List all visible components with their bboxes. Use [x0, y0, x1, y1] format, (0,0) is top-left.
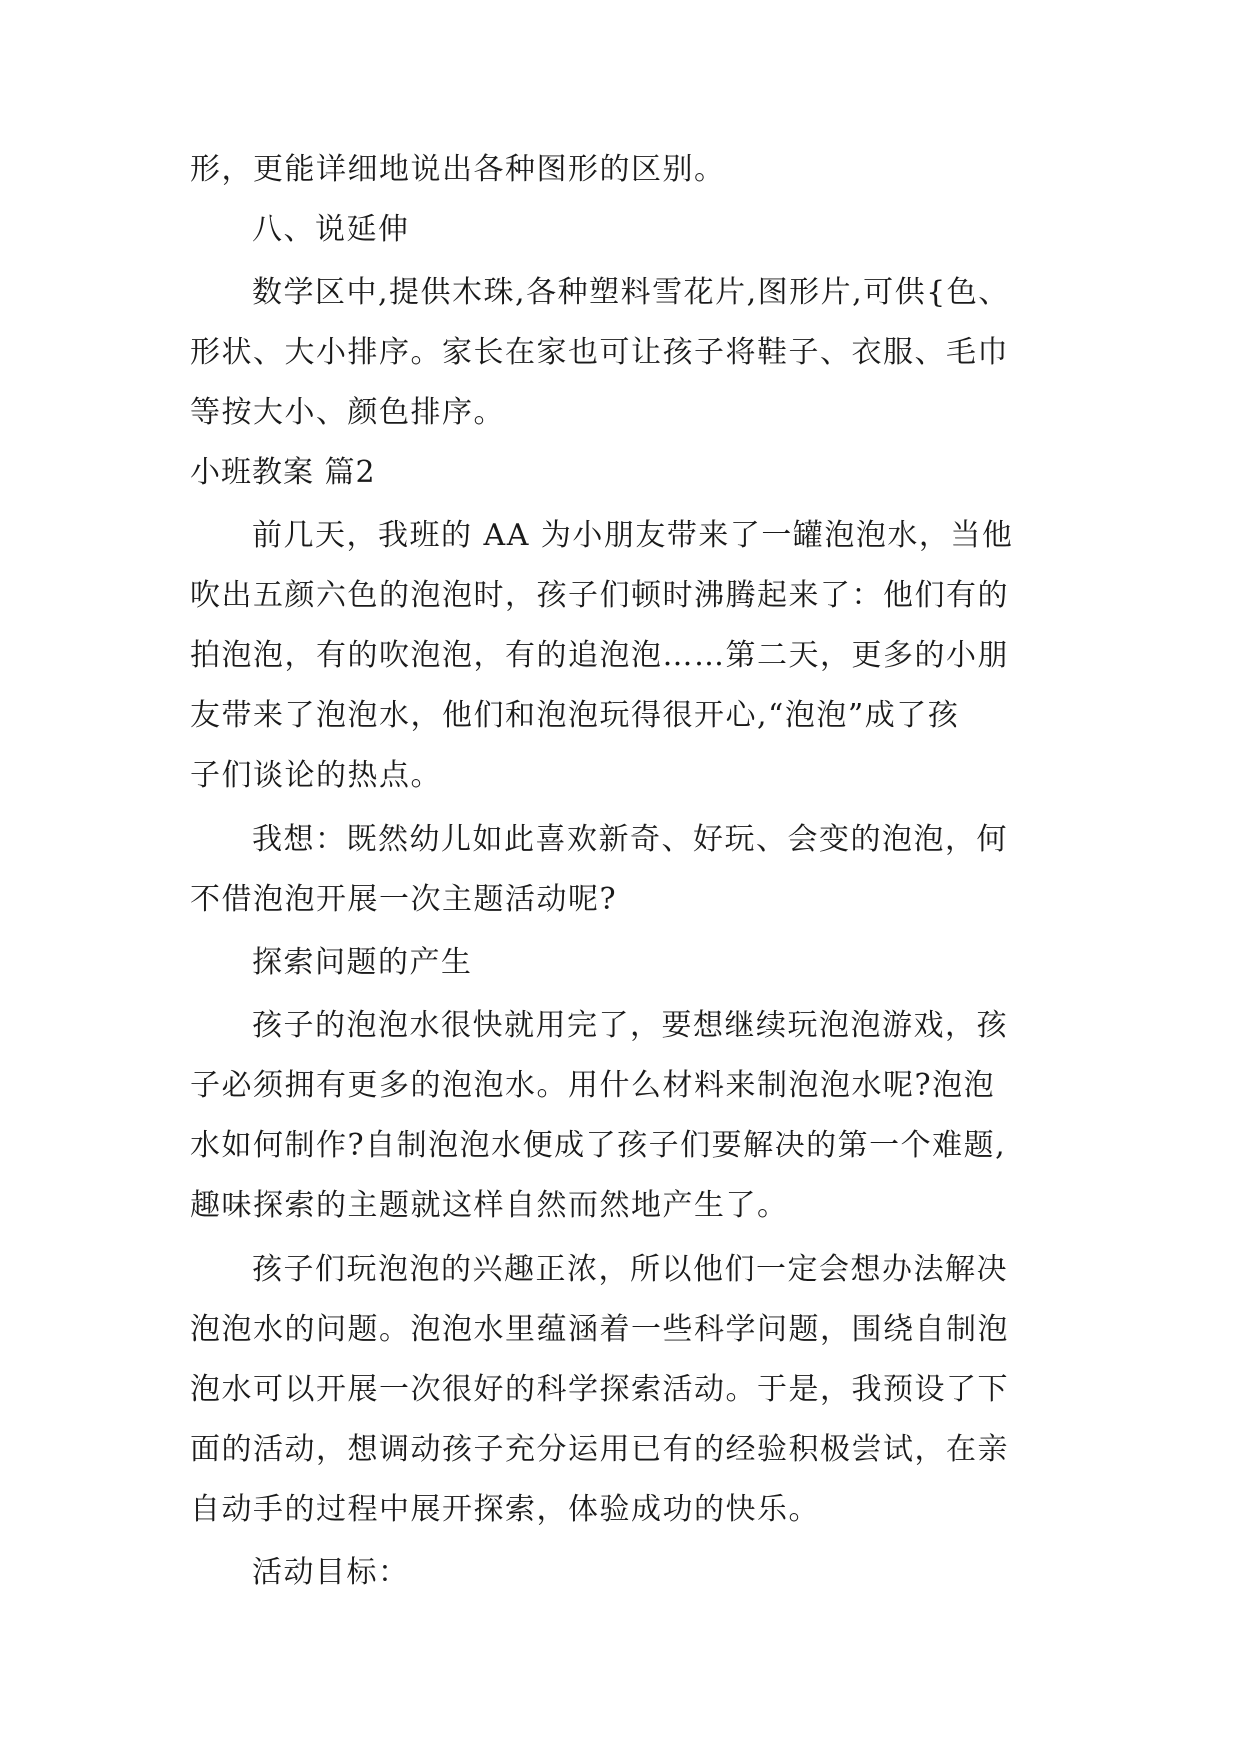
paragraph-line: 子们谈论的热点。 [190, 758, 442, 793]
paragraph-line: 吹出五颜六色的泡泡时，孩子们顿时沸腾起来了：他们有的 [190, 578, 1009, 613]
paragraph-line: 泡泡水的问题。泡泡水里蕴涵着一些科学问题，围绕自制泡 [190, 1312, 1009, 1347]
paragraph-line: 拍泡泡，有的吹泡泡，有的追泡泡……第二天，更多的小朋 [190, 638, 1009, 673]
paragraph-line: 我想：既然幼儿如此喜欢新奇、好玩、会变的泡泡，何 [252, 822, 1008, 857]
section-heading: 八、说延伸 [252, 212, 410, 247]
paragraph-line: 孩子们玩泡泡的兴趣正浓，所以他们一定会想办法解决 [252, 1252, 1008, 1287]
paragraph-line: 泡水可以开展一次很好的科学探索活动。于是，我预设了下 [190, 1372, 1009, 1407]
paragraph-line: 等按大小、颜色排序。 [190, 395, 505, 430]
paragraph-line: 友带来了泡泡水，他们和泡泡玩得很开心,“泡泡”成了孩 [190, 698, 960, 733]
paragraph-line: 趣味探索的主题就这样自然而然地产生了。 [190, 1188, 789, 1223]
paragraph-line: 前几天，我班的 AA 为小朋友带来了一罐泡泡水，当他 [252, 518, 1014, 553]
section-title: 小班教案 篇2 [190, 455, 376, 490]
paragraph-line: 形，更能详细地说出各种图形的区别。 [190, 152, 726, 187]
paragraph-line: 孩子的泡泡水很快就用完了，要想继续玩泡泡游戏，孩 [252, 1008, 1008, 1043]
paragraph-line: 数学区中,提供木珠,各种塑料雪花片,图形片,可供{色、 [252, 275, 1010, 310]
paragraph-line: 面的活动，想调动孩子充分运用已有的经验积极尝试，在亲 [190, 1432, 1009, 1467]
paragraph-line: 不借泡泡开展一次主题活动呢? [190, 882, 618, 917]
paragraph-line: 子必须拥有更多的泡泡水。用什么材料来制泡泡水呢?泡泡 [190, 1068, 996, 1103]
paragraph-line: 自动手的过程中展开探索，体验成功的快乐。 [190, 1492, 820, 1527]
paragraph-line: 水如何制作?自制泡泡水便成了孩子们要解决的第一个难题, [190, 1128, 1007, 1163]
section-heading: 活动目标： [252, 1555, 410, 1590]
paragraph-line: 形状、大小排序。家长在家也可让孩子将鞋子、衣服、毛巾 [190, 335, 1009, 370]
section-heading: 探索问题的产生 [252, 945, 473, 980]
